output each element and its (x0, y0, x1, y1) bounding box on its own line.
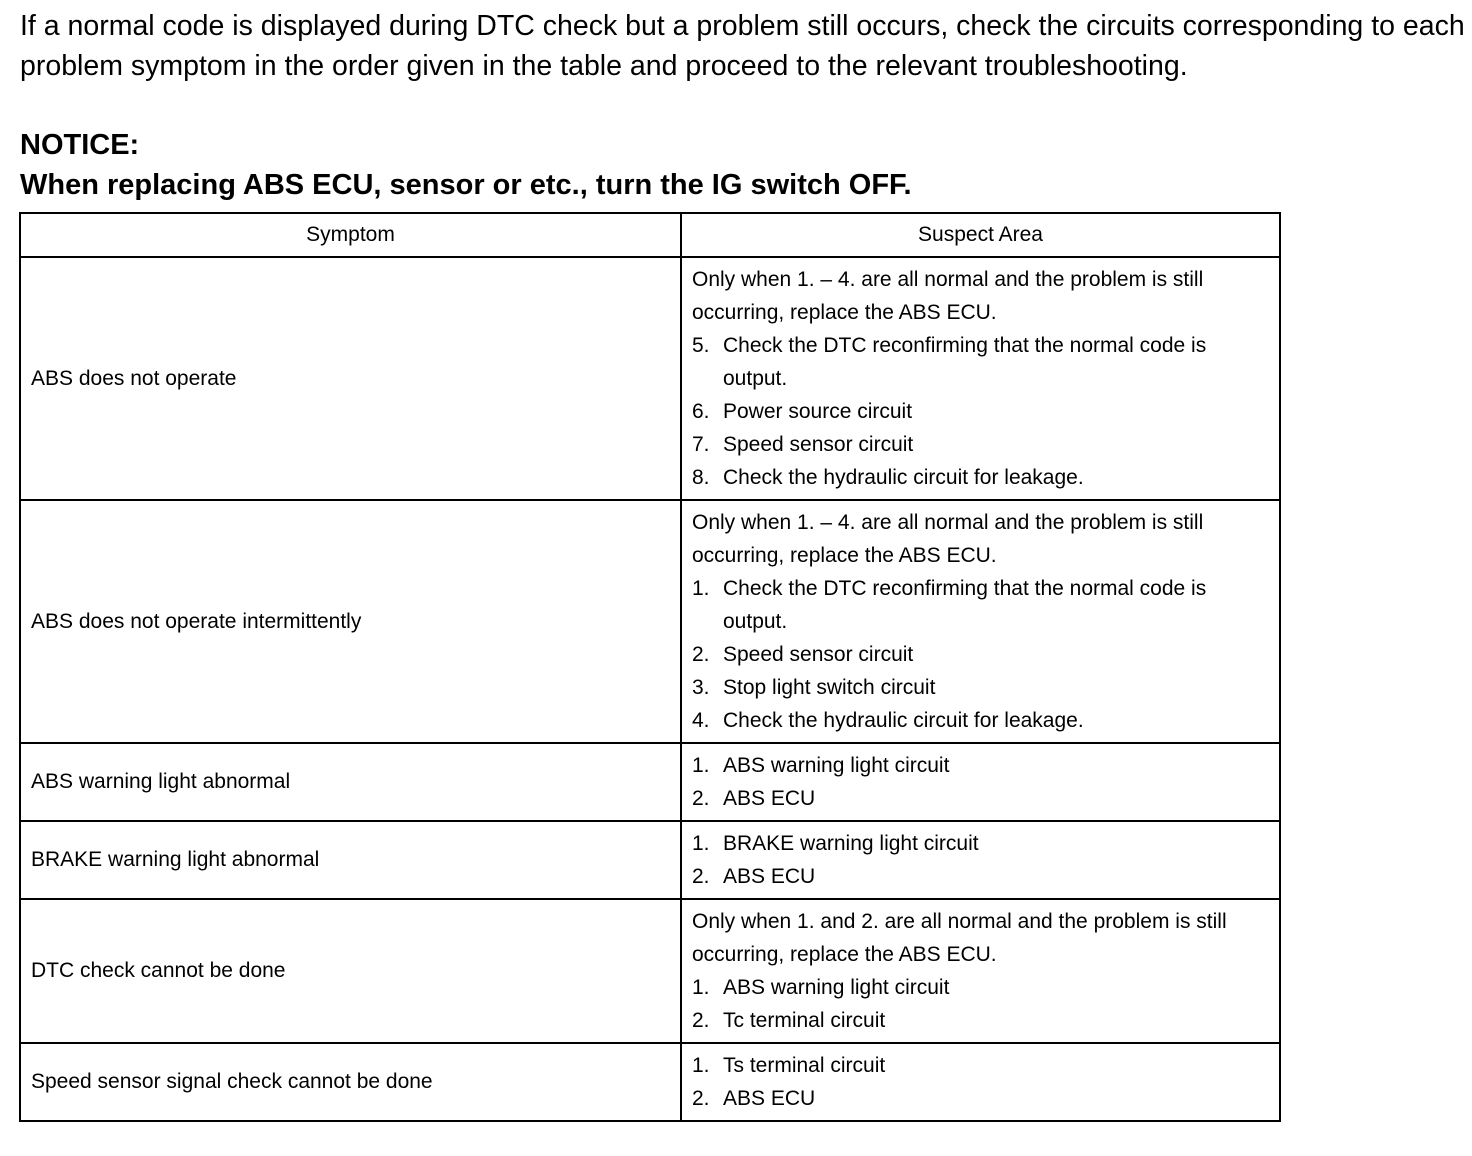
list-item-number: 2. (692, 1087, 710, 1110)
suspect-area-cell (681, 257, 1280, 500)
list-item-number: 1. (692, 1054, 710, 1077)
list-item (692, 782, 1269, 815)
symptom-cell: DTC check cannot be done (20, 899, 681, 1043)
suspect-area-list (692, 827, 1269, 893)
list-item-text: Tc terminal circuit (723, 1009, 886, 1032)
list-item-text: ABS warning light circuit (723, 976, 950, 999)
list-item-number: 1. (692, 832, 710, 855)
list-item-text: ABS ECU (723, 1087, 816, 1110)
list-item-number: 1. (692, 754, 710, 777)
list-item-text: Ts terminal circuit (723, 1054, 886, 1077)
suspect-area-cell (681, 743, 1280, 821)
list-item-number: 6. (692, 400, 710, 423)
table-row (20, 899, 1280, 1043)
list-item-number: 1. (692, 577, 710, 600)
suspect-area-note: Only when 1. – 4. are all normal and the problem is still occurring, replace the ABS ECU. (692, 268, 1204, 324)
list-item (692, 671, 1269, 704)
list-item (692, 638, 1269, 671)
intro-paragraph: If a normal code is displayed during DTC check but a problem still occurs, check the circuits corresponding to each problem symptom in the order given in the table and proceed to the relevant troubleshooting. (20, 10, 1465, 82)
list-item-text: ABS ECU (723, 787, 816, 810)
list-item (692, 461, 1269, 494)
list-item-text: Power source circuit (723, 400, 913, 423)
suspect-area-cell (681, 899, 1280, 1043)
header-suspect-area: Suspect Area (681, 213, 1280, 257)
list-item-number: 2. (692, 865, 710, 888)
symptom-cell: ABS warning light abnormal (20, 743, 681, 821)
table-row (20, 821, 1280, 899)
list-item (692, 1082, 1269, 1115)
list-item-number: 7. (692, 433, 710, 456)
table-row (20, 500, 1280, 743)
list-item-number: 4. (692, 709, 710, 732)
symptom-cell: ABS does not operate (20, 257, 681, 500)
table-header-row (20, 213, 1280, 257)
list-item-text: BRAKE warning light circuit (723, 832, 979, 855)
list-item-text: Stop light switch circuit (723, 676, 936, 699)
list-item (692, 428, 1269, 461)
suspect-area-list (692, 749, 1269, 815)
suspect-area-cell (681, 500, 1280, 743)
table-row (20, 257, 1280, 500)
list-item-text: Check the hydraulic circuit for leakage. (723, 466, 1084, 489)
suspect-area-note: Only when 1. and 2. are all normal and the problem is still occurring, replace the ABS ECU. (692, 910, 1227, 966)
list-item (692, 704, 1269, 737)
suspect-area-list (692, 572, 1269, 737)
list-item-text: Speed sensor circuit (723, 433, 914, 456)
list-item-text: Check the hydraulic circuit for leakage. (723, 709, 1084, 732)
suspect-area-cell (681, 821, 1280, 899)
suspect-area-note: Only when 1. – 4. are all normal and the problem is still occurring, replace the ABS ECU. (692, 511, 1204, 567)
notice-block (20, 125, 912, 205)
list-item-number: 5. (692, 334, 710, 357)
list-item-number: 2. (692, 643, 710, 666)
list-item (692, 1049, 1269, 1082)
list-item (692, 1004, 1269, 1037)
symptom-cell: BRAKE warning light abnormal (20, 821, 681, 899)
list-item-number: 1. (692, 976, 710, 999)
header-symptom: Symptom (20, 213, 681, 257)
list-item-text: ABS warning light circuit (723, 754, 950, 777)
notice-title: NOTICE: (20, 129, 140, 161)
list-item-text: ABS ECU (723, 865, 816, 888)
suspect-area-list (692, 1049, 1269, 1115)
list-item-number: 8. (692, 466, 710, 489)
suspect-area-cell (681, 1043, 1280, 1121)
symptom-cell: ABS does not operate intermittently (20, 500, 681, 743)
list-item-text: Check the DTC reconfirming that the normal code is output. (723, 577, 1207, 633)
list-item-text: Check the DTC reconfirming that the normal code is output. (723, 334, 1207, 390)
list-item-number: 3. (692, 676, 710, 699)
list-item (692, 572, 1269, 638)
list-item (692, 395, 1269, 428)
list-item-number: 2. (692, 787, 710, 810)
notice-text: When replacing ABS ECU, sensor or etc., turn the IG switch OFF. (20, 169, 912, 201)
list-item (692, 827, 1269, 860)
suspect-area-list (692, 329, 1269, 494)
symptom-cell: Speed sensor signal check cannot be done (20, 1043, 681, 1121)
list-item (692, 329, 1269, 395)
list-item-number: 2. (692, 1009, 710, 1032)
symptom-table (19, 212, 1281, 1122)
list-item-text: Speed sensor circuit (723, 643, 914, 666)
list-item (692, 860, 1269, 893)
table-row (20, 1043, 1280, 1121)
suspect-area-list (692, 971, 1269, 1037)
list-item (692, 971, 1269, 1004)
table-row (20, 743, 1280, 821)
list-item (692, 749, 1269, 782)
